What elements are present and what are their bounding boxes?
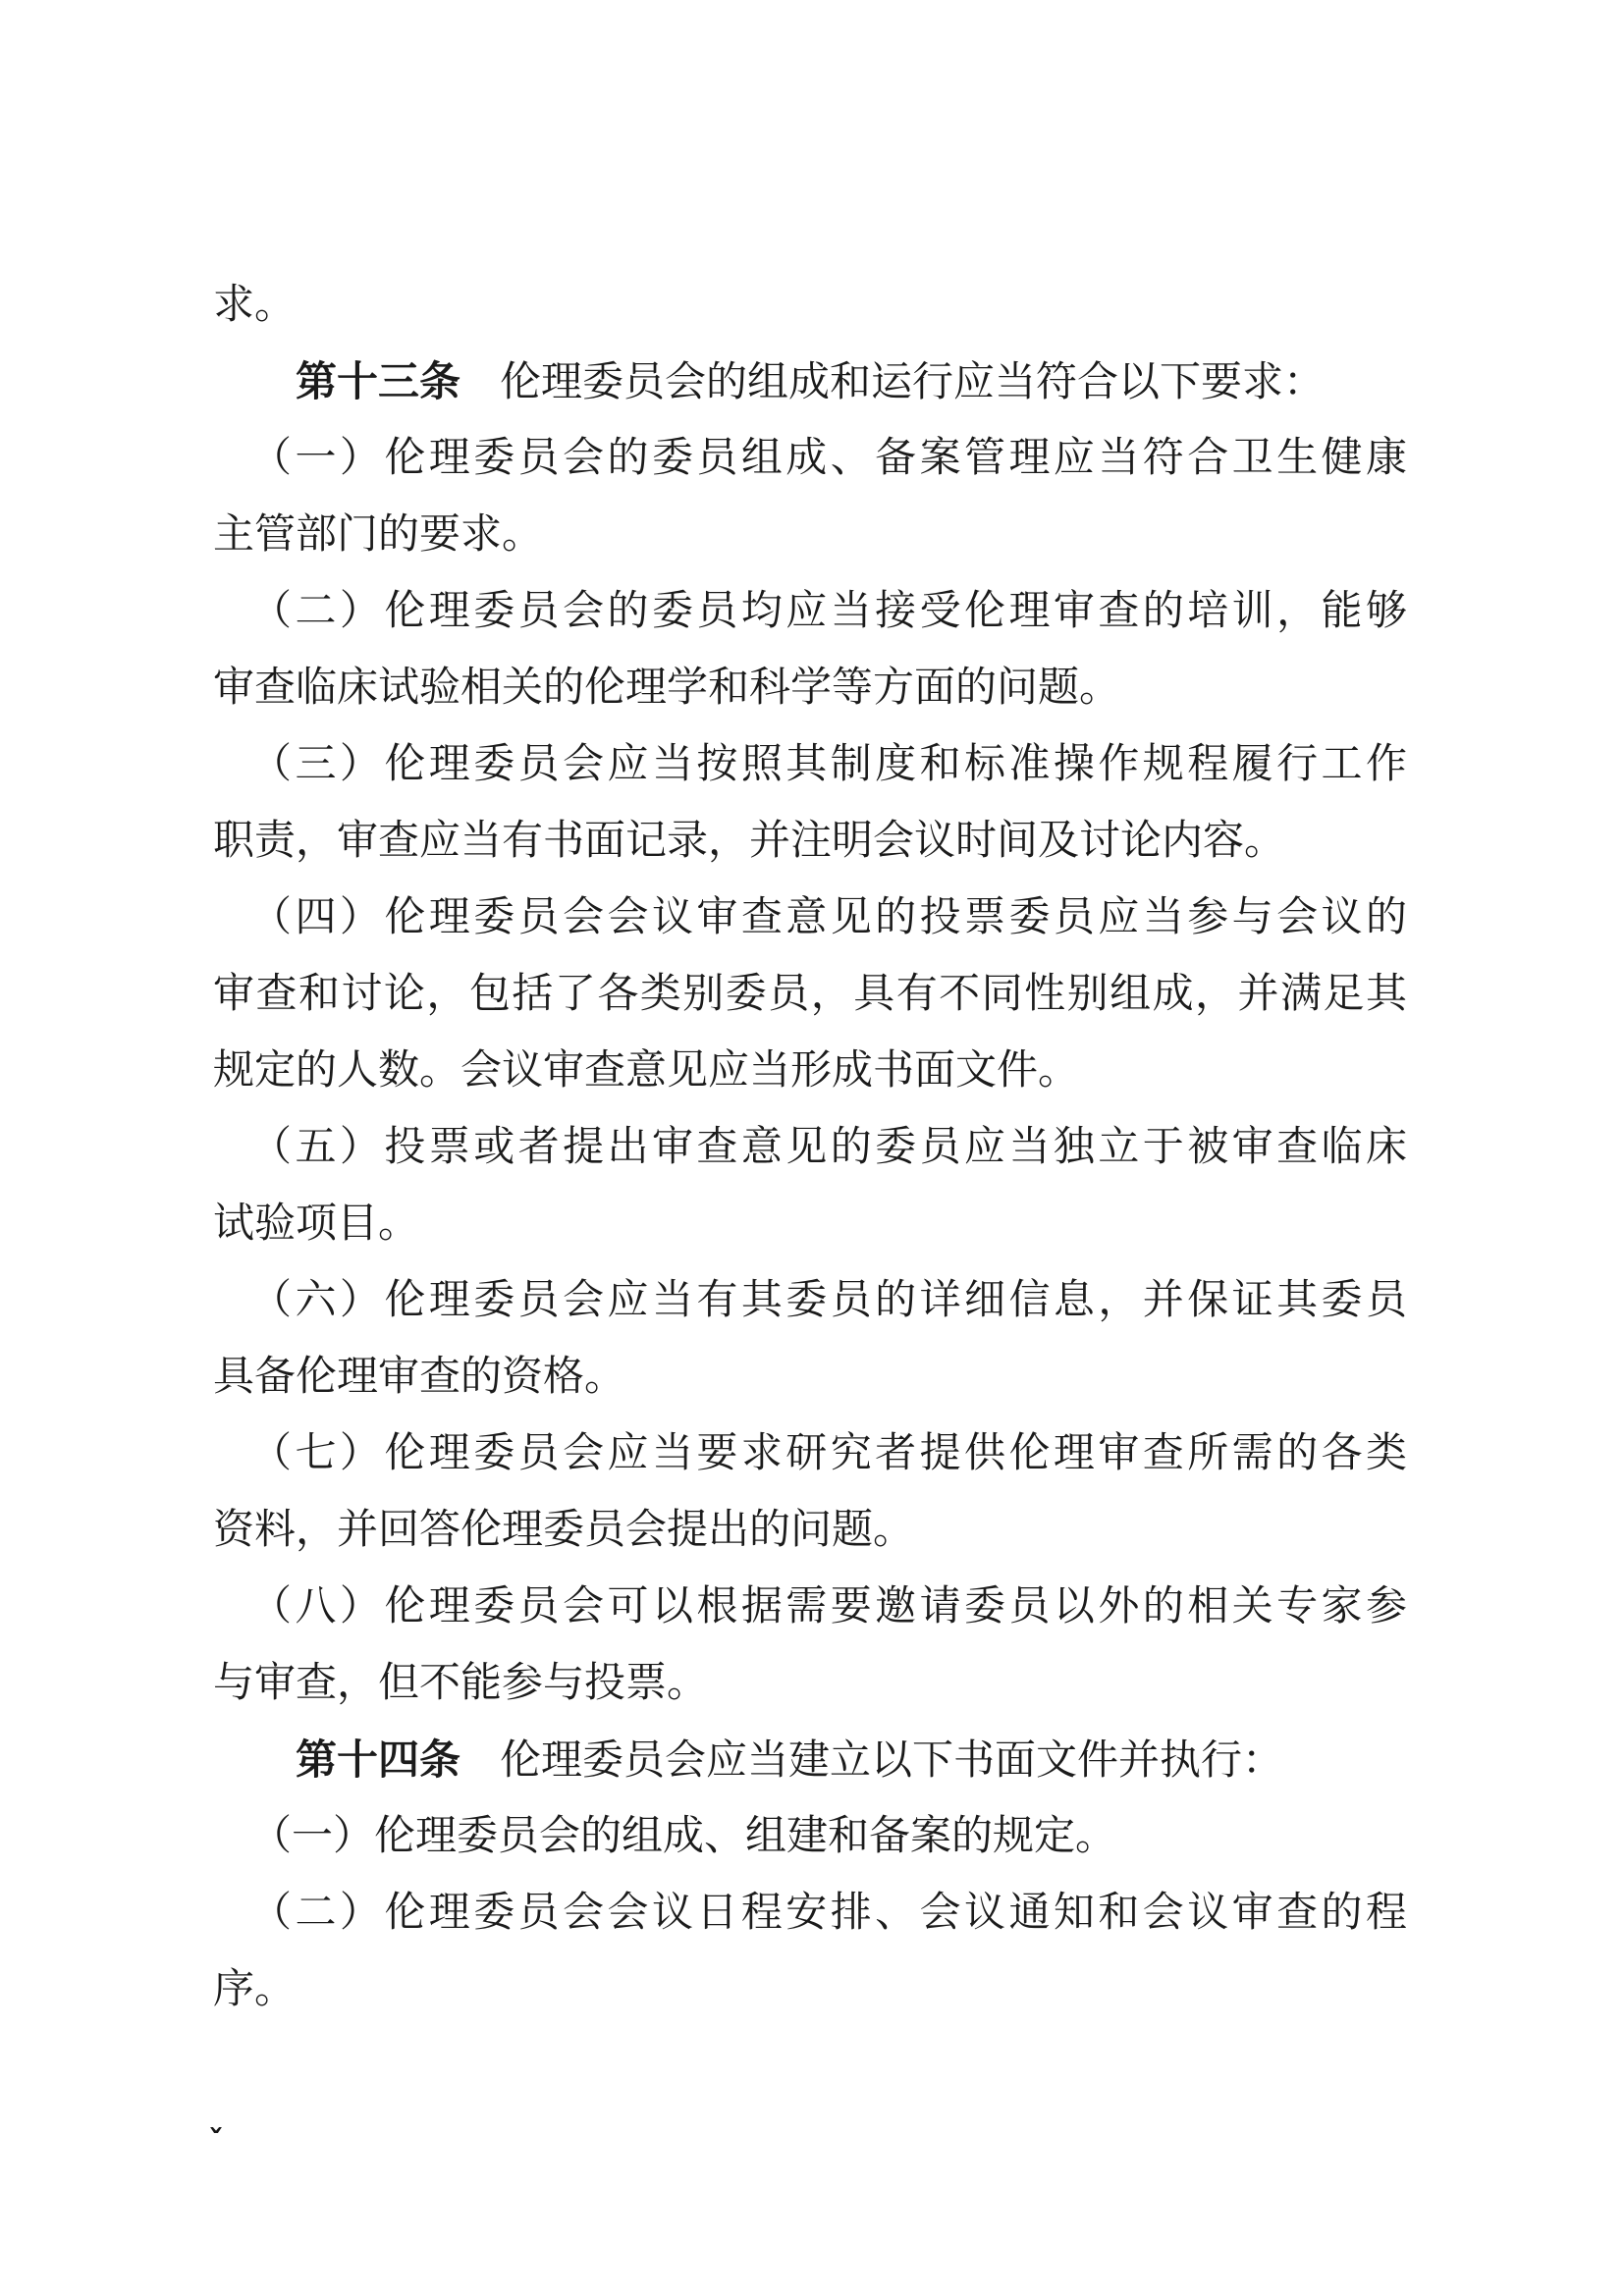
document-line: 与审查，但不能参与投票。	[213, 1661, 709, 1706]
document-text-block	[213, 267, 1407, 2028]
document-line: 资料，并回答伦理委员会提出的问题。	[213, 1508, 915, 1553]
document-line: 序。	[213, 1967, 297, 2012]
document-line: （四）伦理委员会会议审查意见的投票委员应当参与会议的	[250, 895, 1407, 940]
document-line: （三）伦理委员会应当按照其制度和标准操作规程履行工作	[250, 742, 1407, 787]
document-line: 主管部门的要求。	[213, 512, 544, 558]
article-14-heading-line	[213, 1722, 1407, 1798]
article-heading-text: 伦理委员会应当建立以下书面文件并执行：	[500, 1738, 1284, 1784]
document-line: （五）投票或者提出审查意见的委员应当独立于被审查临床	[250, 1125, 1407, 1170]
document-line: 规定的人数。会议审查意见应当形成书面文件。	[213, 1048, 1080, 1094]
document-line: （一）伦理委员会的委员组成、备案管理应当符合卫生健康	[250, 436, 1407, 481]
document-line: （八）伦理委员会可以根据需要邀请委员以外的相关专家参	[250, 1584, 1407, 1629]
document-line: （七）伦理委员会应当要求研究者提供伦理审查所需的各类	[250, 1431, 1407, 1476]
document-line: （一）伦理委员会的组成、组建和备案的规定。	[250, 1814, 1117, 1859]
document-line: （二）伦理委员会会议日程安排、会议通知和会议审查的程	[250, 1891, 1407, 1936]
document-line: 具备伦理审查的资格。	[213, 1355, 626, 1400]
article-number: 第十四条	[296, 1736, 461, 1783]
document-line: （二）伦理委员会的委员均应当接受伦理审查的培训，能够	[250, 589, 1407, 634]
document-line: 试验项目。	[213, 1201, 420, 1247]
document-line: （六）伦理委员会应当有其委员的详细信息，并保证其委员	[250, 1278, 1407, 1323]
article-number: 第十三条	[296, 358, 461, 404]
scan-artifact-mark: ˇ	[208, 2123, 224, 2161]
document-line: 职责，审查应当有书面记录，并注明会议时间及讨论内容。	[213, 819, 1286, 864]
article-heading-text: 伦理委员会的组成和运行应当符合以下要求：	[500, 360, 1326, 405]
document-line: 审查临床试验相关的伦理学和科学等方面的问题。	[213, 666, 1121, 711]
document-line: 审查和讨论，包括了各类别委员，具有不同性别组成，并满足其	[213, 972, 1407, 1017]
document-line: 求。	[213, 283, 297, 328]
article-13-heading-line	[213, 344, 1407, 420]
